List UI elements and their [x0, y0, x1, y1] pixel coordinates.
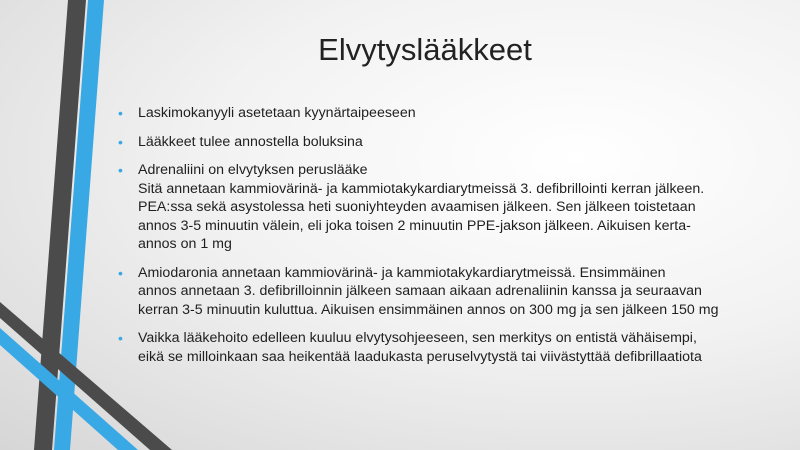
bullet-line: eikä se milloinkaan saa heikentää laadukasta peruselvytystä tai viivästyttää defibrillaatiota: [138, 348, 702, 365]
bullet-line: Adrenaliini on elvytyksen peruslääke: [138, 162, 368, 178]
bullet-line: Laskimokanyyli asetetaan kyynärtaipeeseen: [138, 105, 416, 121]
bullet-line: Sitä annetaan kammiovärinä- ja kammiotakykardiarytmeissä 3. defibrillointi kerran jälkeen.: [138, 180, 705, 197]
bullet-item: [118, 264, 786, 320]
bullet-item: [118, 133, 786, 152]
slide-title: Elvytyslääkkeet: [318, 32, 532, 67]
bullet-line: kerran 3-5 minuutin kuluttua. Aikuisen ensimmäinen annos on 300 mg ja sen jälkeen 150 mg: [138, 301, 719, 318]
bullet-line: PEA:ssa sekä asystolessa heti suoniyhteyden avaamisen jälkeen. Sen jälkeen toistetaan: [138, 199, 696, 215]
bullet-item: [118, 104, 786, 123]
bullet-line: Amiodaronia annetaan kammiovärinä- ja kammiotakykardiarytmeissä. Ensimmäinen: [138, 264, 666, 281]
bullet-icon: •: [118, 133, 123, 150]
bullet-line: Lääkkeet tulee annostella boluksina: [138, 133, 363, 150]
bullet-icon: •: [118, 105, 123, 121]
bullet-line: annos annetaan 3. defibrilloinnin jälkeen samaan aikaan adrenaliinin kanssa ja seuraavan: [138, 283, 702, 299]
bullet-line: Vaikka lääkehoito edelleen kuuluu elvytysohjeeseen, sen merkitys on entistä vähäisempi,: [138, 330, 697, 346]
bullet-item: [118, 329, 786, 366]
bullet-icon: •: [118, 264, 123, 281]
bullet-line: annos on 1 mg: [138, 236, 232, 252]
bullet-line: annos 3-5 minuutin välein, eli joka toisen 2 minuutin PPE-jakson jälkeen. Aikuisen kerta-: [138, 217, 691, 234]
bullet-item: [118, 161, 786, 254]
bullet-icon: •: [118, 162, 123, 178]
bullet-list: [118, 104, 786, 376]
bullet-icon: •: [118, 330, 123, 346]
